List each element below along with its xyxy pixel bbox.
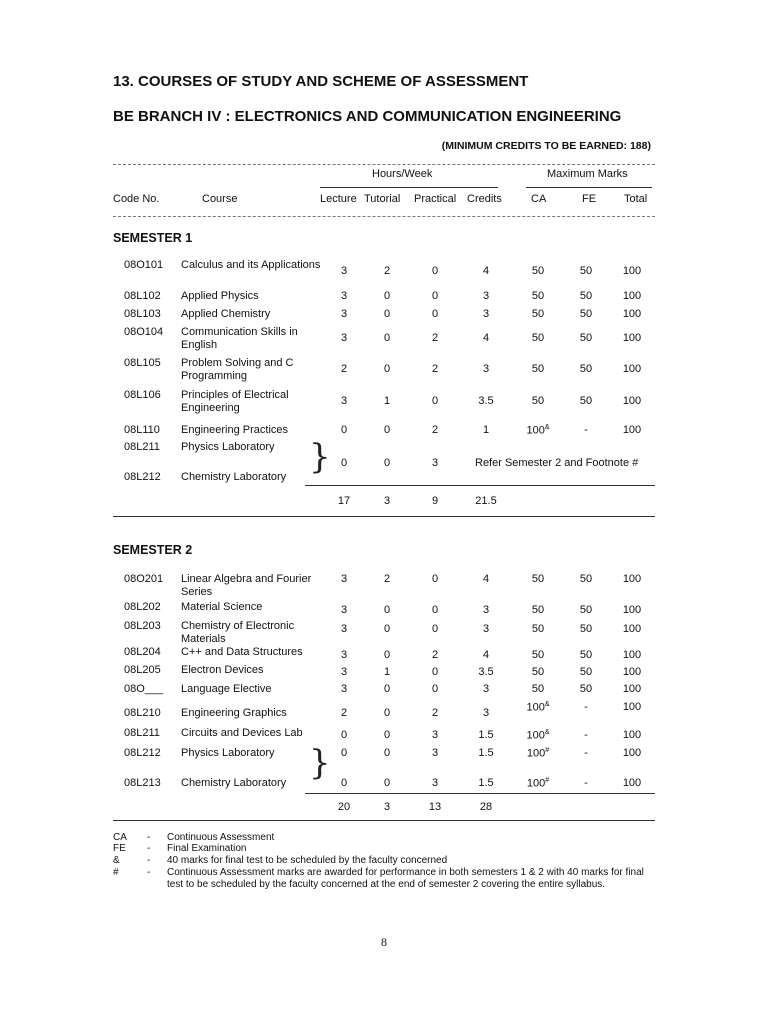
course-code: 08L105 [124,357,161,369]
practical-hours: 0 [431,265,439,277]
course-name: Principles of Electrical Engineering [181,389,289,414]
course-name: Physics Laboratory [181,441,275,453]
fe-marks: 50 [579,363,593,375]
fe-marks: 50 [579,290,593,302]
course-code: 08L203 [124,620,161,632]
ca-marks [518,777,558,790]
ca-value: 100 [526,424,545,437]
page-title: 13. COURSES OF STUDY AND SCHEME OF ASSESSMENT [113,73,529,90]
ca-marks: 50 [531,332,545,344]
total-marks: 100 [622,265,642,277]
course-name: Electron Devices [181,664,264,676]
practical-total: 9 [431,495,439,507]
credits: 4 [482,649,490,661]
total-marks: 100 [622,683,642,695]
total-marks: 100 [622,623,642,635]
credits: 3 [482,623,490,635]
credits: 4 [482,573,490,585]
ca-value: 100 [526,777,546,790]
header-total: Total [624,193,648,205]
tutorial-hours: 1 [383,395,391,407]
tutorial-hours: 2 [383,573,391,585]
footnote-dash: - [147,843,151,854]
fe-marks: 50 [579,265,593,277]
course-code: 08O101 [124,259,164,271]
credits-total: 28 [479,801,493,813]
fe-marks: - [584,701,588,713]
total-marks: 100 [622,308,642,320]
practical-hours: 3 [431,457,439,469]
ca-marks: 50 [531,290,545,302]
tutorial-hours: 0 [383,623,391,635]
footnote-key: & [113,855,120,866]
header-ca: CA [531,193,547,205]
ca-value: 100 [526,701,545,714]
total-marks: 100 [622,573,642,585]
credits: 3 [482,363,490,375]
course-code: 08L213 [124,777,161,789]
lecture-hours: 0 [340,747,348,759]
brace-icon: } [309,437,331,477]
fe-marks: 50 [579,332,593,344]
footnote-dash: - [147,855,151,866]
brace-icon: } [309,743,331,783]
fe-marks: - [584,777,588,789]
practical-hours: 0 [431,604,439,616]
credits: 3 [482,308,490,320]
course-name: Material Science [181,601,263,613]
credits: 1 [482,424,490,436]
practical-hours: 2 [431,424,439,436]
tutorial-hours: 0 [383,729,391,741]
course-name: Chemistry Laboratory [181,777,287,789]
fe-marks: 50 [579,666,593,678]
course-code: 08L204 [124,646,161,658]
marks-underline [526,187,652,188]
header-hours-week: Hours/Week [372,168,433,180]
tutorial-hours: 0 [383,683,391,695]
footnote-text: Continuous Assessment [167,832,275,843]
course-name: Applied Chemistry [181,308,271,320]
lecture-total: 17 [337,495,351,507]
footnote-mark: & [544,701,550,708]
total-marks: 100 [622,395,642,407]
course-code: 08O___ [124,683,164,695]
ca-marks: 50 [531,363,545,375]
footnote-text: Final Examination [167,843,247,854]
credits: 1.5 [478,729,494,741]
minimum-credits: (MINIMUM CREDITS TO BE EARNED: 188) [441,140,651,152]
course-name: Calculus and its Applications [181,259,321,271]
practical-hours: 3 [431,777,439,789]
section-rule [113,820,655,821]
course-name: Communication Skills in English [181,326,298,351]
fe-marks: 50 [579,573,593,585]
lecture-hours: 3 [340,666,348,678]
lab-note: Refer Semester 2 and Footnote # [475,457,639,469]
lecture-hours: 2 [340,363,348,375]
header-practical: Practical [414,193,457,205]
header-credits: Credits [467,193,502,205]
practical-hours: 2 [431,332,439,344]
credits: 3.5 [478,395,494,407]
course-name: Problem Solving and C Programming [181,357,294,382]
footnote-mark: & [544,729,550,736]
total-marks: 100 [622,729,642,741]
lecture-hours: 3 [340,308,348,320]
tutorial-hours: 0 [383,707,391,719]
lecture-hours: 0 [340,457,348,469]
page-number: 8 [381,935,387,949]
credits: 3 [482,604,490,616]
fe-marks: - [584,729,588,741]
lecture-hours: 3 [340,604,348,616]
total-marks: 100 [622,424,642,436]
credits: 4 [482,265,490,277]
header-lecture: Lecture [320,193,357,205]
lecture-hours: 3 [340,573,348,585]
tutorial-hours: 0 [383,747,391,759]
practical-hours: 2 [431,649,439,661]
lecture-hours: 3 [340,265,348,277]
credits: 3 [482,707,490,719]
course-code: 08L103 [124,308,161,320]
credits: 4 [482,332,490,344]
course-name: Language Elective [181,683,272,695]
course-name: C++ and Data Structures [181,646,303,658]
course-name: Engineering Graphics [181,707,287,719]
course-code: 08L106 [124,389,161,401]
tutorial-hours: 2 [383,265,391,277]
credits: 3 [482,683,490,695]
total-marks: 100 [622,777,642,789]
ca-marks [518,747,558,760]
practical-hours: 0 [431,683,439,695]
section-rule [113,516,655,517]
ca-marks: 50 [531,604,545,616]
lecture-hours: 0 [340,777,348,789]
semester-1-title: SEMESTER 1 [113,231,193,245]
header-max-marks: Maximum Marks [547,168,628,180]
fe-marks: - [584,747,588,759]
tutorial-hours: 0 [383,424,391,436]
lecture-hours: 3 [340,332,348,344]
practical-hours: 0 [431,623,439,635]
credits: 3.5 [478,666,494,678]
course-code: 08O104 [124,326,164,338]
footnote-mark: & [544,424,550,431]
ca-marks: 50 [531,395,545,407]
credits-total: 21.5 [475,495,497,507]
fe-marks: 50 [579,308,593,320]
footnote-text: Continuous Assessment marks are awarded for performance in both semesters 1 & 2 with 40 marks for final test to be scheduled by the faculty concerned at the end of semester 2 covering the entire syllabus. [167,867,644,890]
tutorial-hours: 0 [383,363,391,375]
ca-marks: 50 [531,666,545,678]
ca-marks: 50 [531,683,545,695]
tutorial-hours: 0 [383,777,391,789]
credits: 1.5 [478,747,494,759]
semester-2-title: SEMESTER 2 [113,543,193,557]
ca-marks [518,701,558,714]
course-name: Linear Algebra and Fourier Series [181,573,312,598]
tutorial-hours: 0 [383,604,391,616]
footnote-dash: - [147,832,151,843]
ca-marks: 50 [531,265,545,277]
course-code: 08L205 [124,664,161,676]
total-marks: 100 [622,290,642,302]
totals-top-rule [305,485,655,486]
footnote-mark: # [545,777,550,784]
tutorial-hours: 0 [383,308,391,320]
credits: 3 [482,290,490,302]
course-code: 08L102 [124,290,161,302]
footnote-dash: - [147,867,151,878]
fe-marks: 50 [579,395,593,407]
header-top-rule [113,164,655,165]
lecture-hours: 3 [340,290,348,302]
practical-total: 13 [428,801,442,813]
fe-marks: 50 [579,649,593,661]
ca-marks: 50 [531,308,545,320]
practical-hours: 0 [431,308,439,320]
practical-hours: 0 [431,395,439,407]
lecture-hours: 0 [340,424,348,436]
course-code: 08L210 [124,707,161,719]
lecture-hours: 0 [340,729,348,741]
tutorial-hours: 0 [383,457,391,469]
course-name: Chemistry of Electronic Materials [181,620,295,645]
practical-hours: 2 [431,363,439,375]
credits: 1.5 [478,777,494,789]
header-bottom-rule [113,216,655,217]
header-tutorial: Tutorial [364,193,401,205]
practical-hours: 3 [431,729,439,741]
header-fe: FE [582,193,597,205]
lecture-hours: 3 [340,623,348,635]
footnote-key: FE [113,843,126,854]
course-code: 08L212 [124,471,161,483]
branch-title: BE BRANCH IV : ELECTRONICS AND COMMUNICATION ENGINEERING [113,108,622,125]
course-code: 08L110 [124,424,160,436]
hours-underline [320,187,498,188]
total-marks: 100 [622,747,642,759]
tutorial-hours: 0 [383,290,391,302]
footnote-mark: # [545,747,550,754]
ca-marks: 50 [531,649,545,661]
ca-marks: 50 [531,573,545,585]
fe-marks: 50 [579,683,593,695]
header-code: Code No. [113,193,160,205]
tutorial-hours: 1 [383,666,391,678]
practical-hours: 2 [431,707,439,719]
total-marks: 100 [622,604,642,616]
lecture-hours: 3 [340,683,348,695]
footnote-key: CA [113,832,127,843]
total-marks: 100 [622,332,642,344]
practical-hours: 0 [431,666,439,678]
tutorial-hours: 0 [383,649,391,661]
footnote-key: # [113,867,119,878]
course-code: 08L211 [124,441,160,453]
total-marks: 100 [622,666,642,678]
fe-marks: 50 [579,623,593,635]
tutorial-hours: 0 [383,332,391,344]
totals-top-rule [305,793,655,794]
total-marks: 100 [622,363,642,375]
course-code: 08L211 [124,727,160,739]
ca-value: 100 [526,729,545,742]
total-marks: 100 [622,649,642,661]
course-name: Engineering Practices [181,424,289,436]
tutorial-total: 3 [383,801,391,813]
course-code: 08L202 [124,601,161,613]
footnote-text: 40 marks for final test to be scheduled by the faculty concerned [167,855,448,866]
ca-marks [518,729,558,742]
lecture-hours: 3 [340,395,348,407]
course-code: 08L212 [124,747,161,759]
ca-marks: 50 [531,623,545,635]
fe-marks: 50 [579,604,593,616]
course-name: Circuits and Devices Lab [181,727,303,739]
tutorial-total: 3 [383,495,391,507]
ca-value: 100 [526,747,546,760]
practical-hours: 3 [431,747,439,759]
practical-hours: 0 [431,290,439,302]
total-marks: 100 [622,701,642,713]
lecture-total: 20 [337,801,351,813]
practical-hours: 0 [431,573,439,585]
course-name: Applied Physics [181,290,259,302]
fe-marks: - [584,424,588,436]
course-name: Chemistry Laboratory [181,471,287,483]
course-name: Physics Laboratory [181,747,275,759]
lecture-hours: 3 [340,649,348,661]
lecture-hours: 2 [340,707,348,719]
course-code: 08O201 [124,573,164,585]
header-course: Course [202,193,238,205]
ca-marks [518,424,558,437]
